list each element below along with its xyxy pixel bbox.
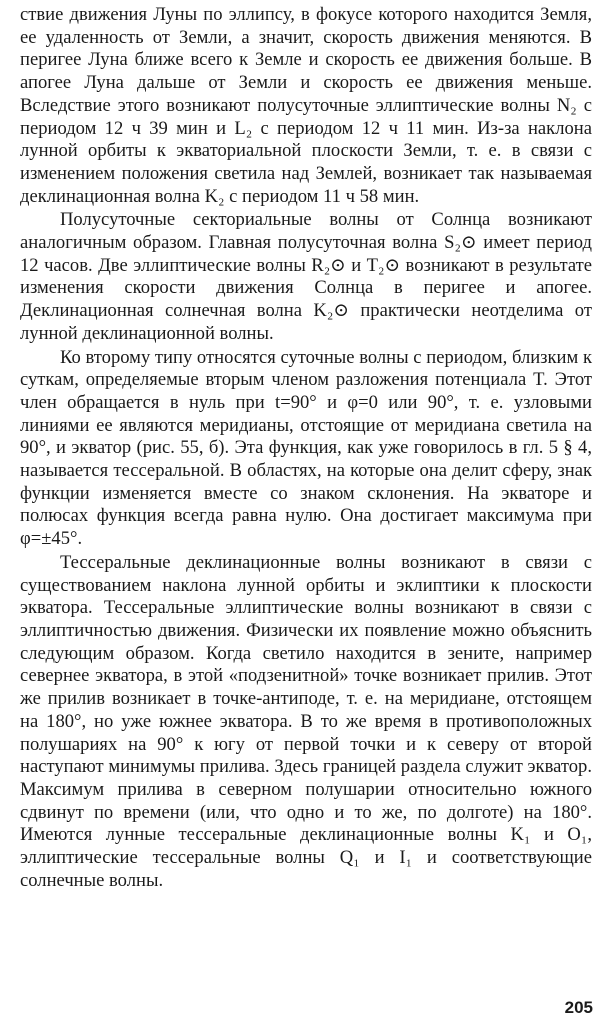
paragraph-2: Полусуточные секториальные волны от Солнца возникают аналогичным образом. Главная полусуточная волна S₂⊙ имеет период 12 часов. Две эллиптические волны R₂⊙ и T₂⊙ возникают в результате изменения скорости движения Солнца в перигее и апогее. Деклинационная солнечная волна K₂⊙ практически неотделима от лунной деклинационной волны. bbox=[20, 209, 592, 344]
body-text bbox=[20, 4, 592, 892]
paragraph-1: ствие движения Луны по эллипсу, в фокусе которого находится Земля, ее удаленность от Земли, а значит, скорость движения меняются. В перигее Луна ближе всего к Земле и скорость ее движения больше. В апогее Луна дальше от Земли и скорость ее движения меньше. Вследствие этого возникают полусуточные эллиптические волны N₂ с периодом 12 ч 39 мин и L₂ с периодом 12 ч 11 мин. Из-за наклона лунной орбиты к экваториальной плоскости Земли, т. е. в связи с изменением положения светила над Землей, возникает так называемая деклинационная волна K₂ с периодом 11 ч 58 мин. bbox=[20, 4, 592, 207]
paragraph-3: Ко второму типу относятся суточные волны с периодом, близким к суткам, определяемые вторым членом разложения потенциала T. Этот член обращается в нуль при t=90° и φ=0 или 90°, т. е. узловыми линиями ее являются меридианы, отстоящие от меридиана светила на 90°, и экватор (рис. 55, б). Эта функция, как уже говорилось в гл. 5 § 4, называется тессеральной. В областях, на которые она делит сферу, знак функции изменяется вместе со знаком склонения. На экваторе и полюсах функция всегда равна нулю. Она достигает максимума при φ=±45°. bbox=[20, 346, 592, 550]
page-number: 205 bbox=[564, 998, 593, 1017]
paragraph-4: Тессеральные деклинационные волны возникают в связи с существованием наклона лунной орбиты и эклиптики к плоскости экватора. Тессеральные эллиптические волны возникают в связи с эллиптичностью движения. Физически их появление можно объяснить следующим образом. Когда светило находится в зените, например севернее экватора, в этой «подзенитной» точке возникает прилив. Этот же прилив возникает в точке-антиподе, т. е. на меридиане, отстоящем на 180°, но уже южнее экватора. В то же время в противоположных полушариях на 90° к югу от первой точки и к северу от второй наступают минимумы прилива. Здесь границей раздела служит экватор. Максимум прилива в северном полушарии относительно южного сдвинут по времени (или, что одно и то же, по долготе) на 180°. Имеются лунные тессеральные деклинационные волны K₁ и O₁, эллиптические тессеральные волны Q₁ и I₁ и соответствующие солнечные волны. bbox=[20, 551, 592, 891]
